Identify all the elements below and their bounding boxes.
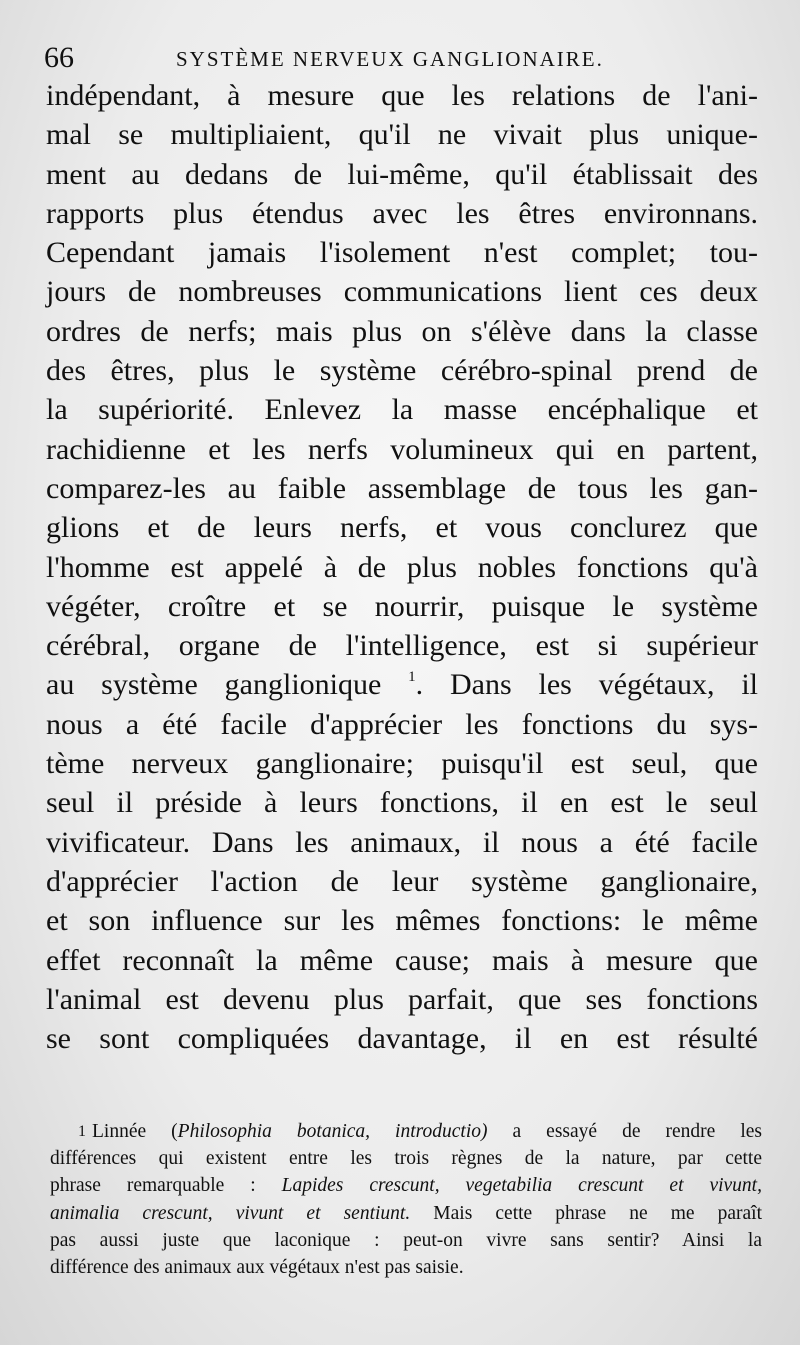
text-line: tème nerveux ganglionaire; puisqu'il est seul, que bbox=[46, 747, 758, 781]
text-line: jours de nombreuses communications lient ces deux bbox=[46, 275, 758, 309]
page-header bbox=[44, 40, 764, 76]
footnote-mark: 1 bbox=[78, 1123, 86, 1140]
text-line: mal se multipliaient, qu'il ne vivait plus unique- bbox=[46, 118, 758, 152]
text-segment: a essayé de rendre les bbox=[487, 1121, 762, 1142]
text-line: l'animal est devenu plus parfait, que ses fonctions bbox=[46, 982, 758, 1016]
text-line: indépendant, à mesure que les relations de l'ani- bbox=[46, 79, 758, 112]
text-line: Cependant jamais l'isolement n'est complet; tou- bbox=[46, 236, 758, 270]
text-segment: au système ganglionique bbox=[46, 668, 382, 702]
text-line: l'homme est appelé à de plus nobles fonctions qu'à bbox=[46, 550, 758, 584]
body-text bbox=[46, 76, 758, 1058]
text-line: des êtres, plus le système cérébro-spinal prend de bbox=[46, 354, 758, 388]
footnote-line bbox=[50, 1200, 762, 1227]
footnote-line: différences qui existent entre les trois règnes de la nature, par cette bbox=[50, 1148, 762, 1170]
text-line: cérébral, organe de l'intelligence, est si supérieur bbox=[46, 629, 758, 663]
text-segment: Linnée ( bbox=[92, 1121, 178, 1142]
footnote-line bbox=[50, 1118, 762, 1145]
italic-segment: Philosophia botanica, introductio) bbox=[177, 1121, 488, 1142]
text-line: rapports plus étendus avec les êtres environnans. bbox=[46, 196, 758, 230]
text-line: seul il préside à leurs fonctions, il en est le seul bbox=[46, 786, 758, 820]
text-line: d'apprécier l'action de leur système ganglionaire, bbox=[46, 864, 758, 898]
text-line: vivificateur. Dans les animaux, il nous a été facile bbox=[46, 825, 758, 859]
text-segment: Mais cette phrase ne me paraît bbox=[410, 1202, 763, 1224]
text-line: comparez-les au faible assemblage de tous les gan- bbox=[46, 471, 758, 505]
italic-segment: Lapides crescunt, vegetabilia crescunt et vivunt, bbox=[281, 1175, 762, 1197]
italic-segment: animalia crescunt, vivunt et sentiunt. bbox=[50, 1202, 411, 1224]
text-line-with-footnote-ref bbox=[46, 665, 758, 704]
text-line: glions et de leurs nerfs, et vous conclurez que bbox=[46, 511, 758, 545]
text-line: ment au dedans de lui-même, qu'il établissait des bbox=[46, 157, 758, 191]
text-line: effet reconnaît la même cause; mais à mesure que bbox=[46, 943, 758, 977]
text-line: se sont compliquées davantage, il en est résulté bbox=[46, 1022, 758, 1056]
text-segment: phrase remarquable : bbox=[50, 1175, 282, 1197]
page-number: 66 bbox=[44, 41, 74, 74]
footnote-line bbox=[50, 1172, 762, 1199]
text-line: nous a été facile d'apprécier les fonctions du sys- bbox=[46, 707, 758, 741]
footnote-line: pas aussi juste que laconique : peut-on vivre sans sentir? Ainsi la bbox=[50, 1229, 762, 1251]
footnote-line: différence des animaux aux végétaux n'est pas saisie. bbox=[50, 1257, 464, 1279]
text-line: rachidienne et les nerfs volumineux qui en partent, bbox=[46, 432, 758, 466]
footnote-reference[interactable]: 1 bbox=[408, 669, 416, 686]
text-line: végéter, croître et se nourrir, puisque le système bbox=[46, 589, 758, 623]
running-head: SYSTÈME NERVEUX GANGLIONAIRE. bbox=[176, 47, 604, 71]
text-line: ordres de nerfs; mais plus on s'élève dans la classe bbox=[46, 314, 758, 348]
text-line: et son influence sur les mêmes fonctions: le même bbox=[46, 904, 758, 938]
text-line: la supériorité. Enlevez la masse encéphalique et bbox=[46, 393, 758, 427]
footnote bbox=[50, 1118, 762, 1281]
text-segment: . Dans les végétaux, il bbox=[415, 668, 759, 702]
